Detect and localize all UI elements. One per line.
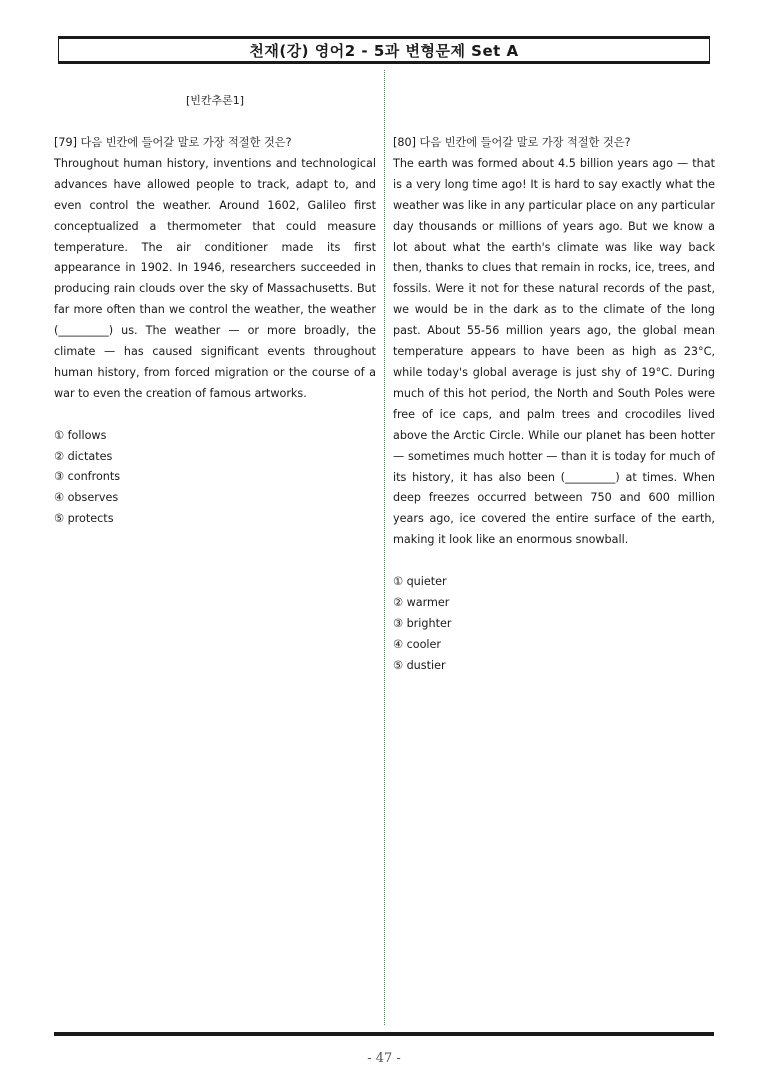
footer-rule	[54, 1032, 714, 1036]
answer-choice[interactable]: ② warmer	[393, 595, 450, 609]
question-header: [80] 다음 빈칸에 들어갈 말로 가장 적절한 것은?	[393, 136, 631, 149]
page-title: 천재(강) 영어2 - 5과 변형문제 Set A	[249, 41, 519, 60]
page-number: - 47 -	[367, 1051, 401, 1066]
question-passage: The earth was formed about 4.5 billion years ago — that is a very long time ago! It is hard to say exactly what the weather was like in any particular place on any particular day thousands or millions of years ago. But we know a lot about what the earth's climate was like way back then, thanks to clues that remain in rocks, ice, trees, and fossils. Were it not for these natural records of the past, we would be in the dark as to the climate of the long past. About 55-56 million years ago, the global mean temperature appears to have been as high as 23°C, while today's global average is just shy of 19°C. During much of this hot period, the North and South Poles were free of ice caps, and palm trees and crocodiles lived above the Arctic Circle. While our planet has been hotter — sometimes much hotter — than it is today for much of its history, it has also been (_________) at times. When deep freezes occurred between 750 and 600 million years ago, ice covered the entire surface of the earth, making it look like an enormous snowball.	[393, 156, 715, 547]
answer-choice[interactable]: ⑤ dustier	[393, 658, 446, 672]
answer-choices	[393, 572, 715, 677]
answer-choice[interactable]: ⑤ protects	[54, 512, 114, 526]
answer-choice[interactable]: ③ brighter	[393, 616, 452, 630]
question-header: [79] 다음 빈칸에 들어갈 말로 가장 적절한 것은?	[54, 136, 292, 149]
page-title-box	[58, 36, 710, 64]
question-passage: Throughout human history, inventions and technological advances have allowed people to track, adapt to, and even control the weather. Around 1602, Galileo first conceptualized a thermometer that could measure temperature. The air conditioner made its first appearance in 1902. In 1946, researchers succeeded in producing rain clouds over the sky of Massachusetts. But far more often than we control the weather, the weather (_________) us. The weather — or more broadly, the climate — has caused significant events throughout human history, from forced migration or the course of a war to even the creation of famous artworks.	[54, 156, 376, 400]
section-label: [빈칸추론1]	[185, 94, 245, 107]
answer-choice[interactable]: ① quieter	[393, 575, 447, 589]
question-80	[393, 133, 715, 677]
answer-choice[interactable]: ④ observes	[54, 491, 119, 505]
question-79	[54, 133, 376, 530]
answer-choice[interactable]: ① follows	[54, 428, 107, 442]
answer-choices	[54, 426, 376, 531]
column-divider	[384, 70, 385, 1025]
answer-choice[interactable]: ③ confronts	[54, 470, 121, 484]
answer-choice[interactable]: ② dictates	[54, 449, 113, 463]
answer-choice[interactable]: ④ cooler	[393, 637, 442, 651]
